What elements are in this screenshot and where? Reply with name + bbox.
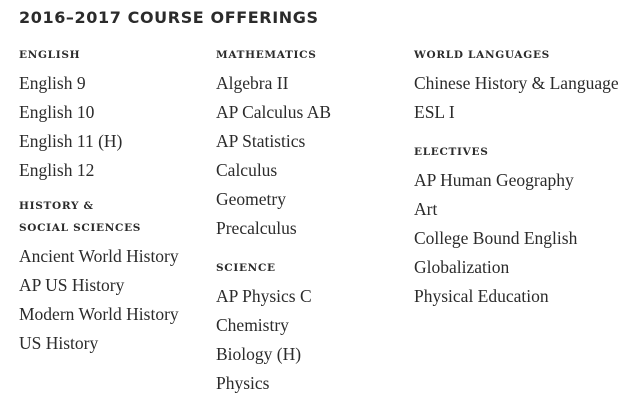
heading-line: SCIENCE — [216, 262, 276, 274]
course-item: US History — [19, 333, 99, 353]
section-heading-science — [216, 257, 401, 279]
course-item: Physics — [216, 373, 270, 393]
column-3 — [414, 44, 624, 311]
section-heading-mathematics — [216, 44, 401, 66]
course-item: Precalculus — [216, 218, 297, 238]
course-item: English 9 — [19, 73, 86, 93]
course-item: AP Statistics — [216, 131, 306, 151]
course-item: Globalization — [414, 257, 510, 277]
section-english — [19, 44, 204, 185]
section-electives — [414, 141, 624, 311]
section-heading-history — [19, 195, 204, 239]
course-item: Art — [414, 199, 438, 219]
course-item: Chemistry — [216, 315, 289, 335]
section-history-social-sciences — [19, 195, 204, 358]
section-world-languages — [414, 44, 624, 127]
course-item: ESL I — [414, 102, 455, 122]
course-item: AP Physics C — [216, 286, 312, 306]
course-list-mathematics — [216, 69, 401, 243]
course-item: Modern World History — [19, 304, 179, 324]
course-item: Ancient World History — [19, 246, 179, 266]
section-mathematics — [216, 44, 401, 243]
course-item: AP US History — [19, 275, 125, 295]
course-item: Calculus — [216, 160, 278, 180]
course-list-science — [216, 282, 401, 398]
course-item: English 11 (H) — [19, 131, 123, 151]
course-item: Biology (H) — [216, 344, 302, 364]
column-2 — [216, 44, 401, 398]
page-title: 2016–2017 COURSE OFFERINGS — [19, 8, 319, 27]
heading-line: HISTORY & — [19, 200, 94, 212]
course-item: AP Calculus AB — [216, 102, 332, 122]
course-item: Chinese History & Language — [414, 73, 619, 93]
heading-line: WORLD LANGUAGES — [414, 49, 550, 61]
section-heading-world-languages — [414, 44, 624, 66]
course-item: English 10 — [19, 102, 95, 122]
column-1 — [19, 44, 204, 358]
heading-line: ENGLISH — [19, 49, 81, 61]
heading-line: MATHEMATICS — [216, 49, 317, 61]
course-item: Geometry — [216, 189, 286, 209]
section-heading-english — [19, 44, 204, 66]
course-list-english — [19, 69, 204, 185]
course-item: Physical Education — [414, 286, 549, 306]
section-science — [216, 257, 401, 398]
course-item: Algebra II — [216, 73, 289, 93]
course-item: English 12 — [19, 160, 95, 180]
course-list-history — [19, 242, 204, 358]
course-item: College Bound English — [414, 228, 578, 248]
course-list-electives — [414, 166, 624, 311]
heading-line: SOCIAL SCIENCES — [19, 222, 142, 234]
course-list-world-languages — [414, 69, 624, 127]
section-heading-electives — [414, 141, 624, 163]
course-item: AP Human Geography — [414, 170, 574, 190]
heading-line: ELECTIVES — [414, 146, 489, 158]
